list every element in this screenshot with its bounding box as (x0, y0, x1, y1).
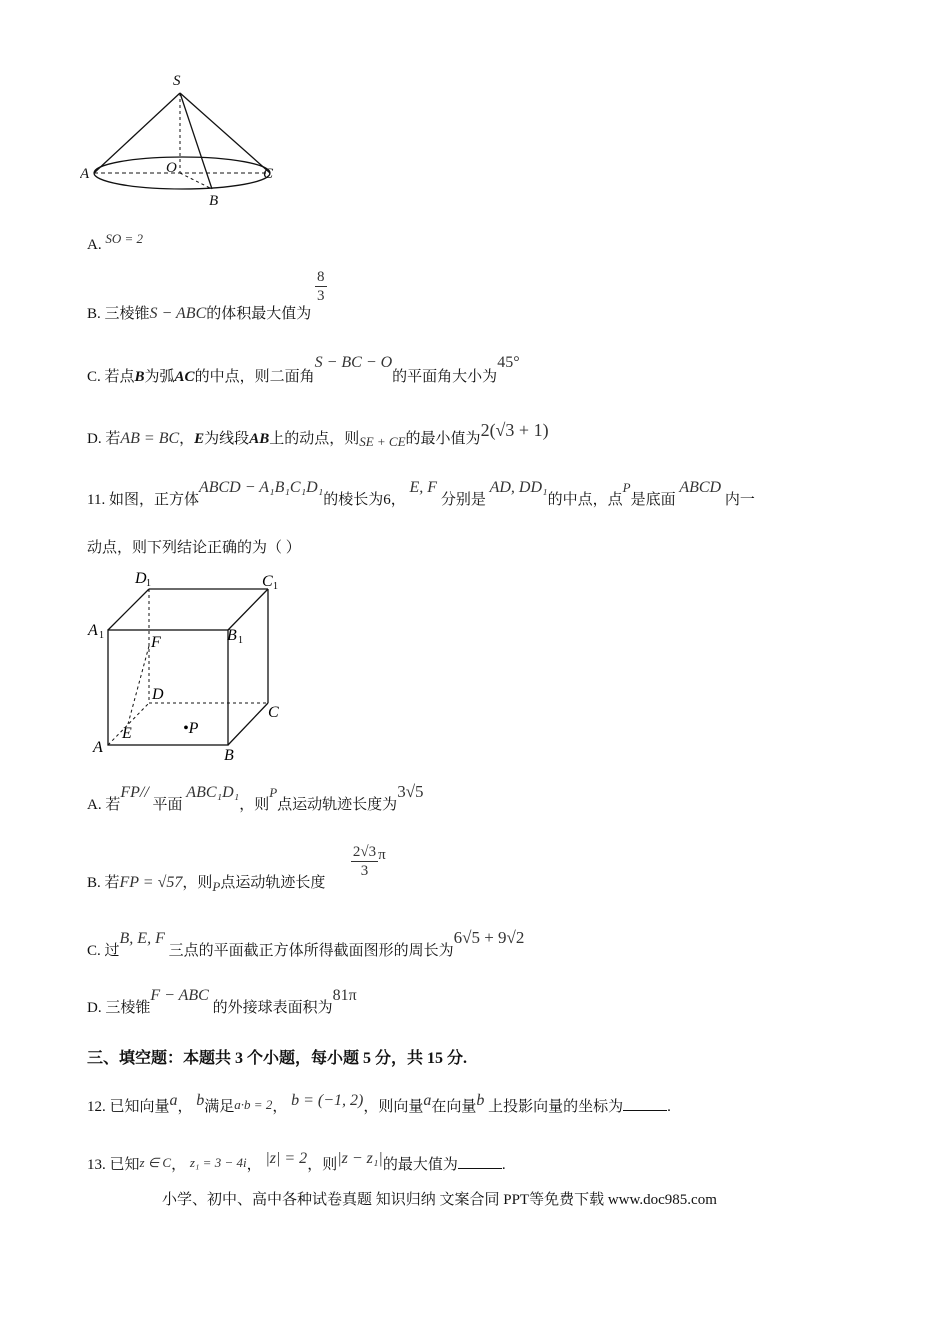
q11-cube-name: ABCD − A₁B₁C₁D₁ (198, 479, 324, 496)
q11-b-p: P (212, 878, 221, 894)
q10-c-math: S − BC − O (314, 354, 393, 371)
q13-t1: ，则 (307, 1157, 338, 1173)
q12-b2: b (476, 1092, 485, 1109)
q11-mid: 的棱长为6， (323, 492, 406, 508)
cube-label-b1: B (227, 627, 237, 644)
cube-label-b1-sub: 1 (238, 635, 243, 646)
cone-label-b: B (209, 193, 219, 209)
q10-option-a (87, 231, 144, 255)
q11-b-t1: ，则 (182, 874, 213, 891)
cube-label-a1: A (88, 622, 98, 639)
q11-edges: AD, DD₁ (489, 479, 548, 496)
cube-label-d1: D (135, 570, 147, 587)
q10-c-t1: 为弧 (144, 369, 175, 385)
q11-option-a (87, 782, 424, 813)
q13-m4: |z − z₁| (337, 1150, 383, 1167)
q10-c-label: C. 若点 (87, 369, 135, 385)
cube-label-a: A (93, 739, 103, 756)
q10-c-b: B (134, 369, 145, 385)
q12-pre: 12. 已知向量 (87, 1099, 170, 1115)
q12-b: b (196, 1092, 205, 1109)
q11-c-label: C. 过 (87, 943, 120, 959)
q10-b-frac-den: 3 (317, 288, 325, 304)
q13-answer-blank[interactable] (458, 1154, 502, 1169)
q11-c-m1: B, E, F (119, 930, 165, 947)
q13-t2: 的最大值为 (382, 1157, 458, 1173)
q12-question (87, 1090, 671, 1115)
cube-label-c1: C (262, 573, 273, 590)
q10-c-val: 45° (497, 354, 520, 371)
q11-p: P (622, 480, 631, 495)
q11-option-b (87, 843, 386, 894)
q11-a-t3: 点运动轨迹长度为 (277, 797, 398, 813)
q11-option-c (87, 928, 525, 959)
q11-a-val: 3√5 (397, 782, 424, 801)
cone-figure (80, 65, 290, 210)
cube-label-c: C (268, 704, 279, 721)
cube-label-f: F (151, 634, 161, 651)
q11-c-val: 6√5 + 9√2 (453, 928, 525, 947)
q11-a-label: A. 若 (87, 797, 121, 813)
q13-pre: 13. 已知 (87, 1157, 140, 1173)
q11-b-pi: π (378, 846, 386, 863)
q10-d-val: 2(√3 + 1) (480, 420, 549, 440)
section3-heading: 三、填空题：本题共 3 个小题，每小题 5 分，共 15 分. (87, 1050, 468, 1067)
q13-m1: z ∈ C (139, 1155, 172, 1170)
q13-sep2: ， (246, 1157, 262, 1173)
q10-b-label: B. 三棱锥 (87, 305, 150, 322)
q11-b-fraction (351, 843, 378, 880)
q11-a-m1: FP// (120, 784, 149, 801)
q10-d-t3: 上的动点，则 (269, 431, 360, 447)
q11-base: ABCD (679, 479, 722, 496)
q11-pre: 11. 如图，正方体 (87, 492, 199, 508)
cube-label-e: E (122, 725, 132, 742)
q10-b-fraction (315, 268, 327, 305)
q11-mid2: 分别是 (440, 492, 486, 508)
q10-d-e: E (194, 431, 205, 447)
q10-d-math1: AB = BC (120, 430, 180, 447)
q12-bval: b = (−1, 2) (291, 1092, 364, 1109)
q10-d-t4: 的最小值为 (405, 431, 481, 447)
cone-label-c: C (263, 166, 274, 182)
q11-b-m1: FP = √57 (119, 873, 183, 891)
q11-a-m2: ABC₁D₁ (186, 784, 240, 801)
q10-b-math: S − ABC (149, 304, 207, 322)
q11-d-label: D. 三棱锥 (87, 1000, 151, 1016)
q13-question (87, 1148, 506, 1173)
q10-option-d (87, 420, 549, 449)
q11-mid4: 是底面 (630, 492, 676, 508)
cube-figure (85, 565, 300, 770)
q11-option-d (87, 986, 357, 1016)
page-footer: 小学、初中、高中各种试卷真题 知识归纳 文案合同 PPT等免费下载 www.doc985.com (162, 1192, 717, 1208)
q13-m2: z₁ = 3 − 4i (189, 1155, 247, 1170)
q11-mid3: 的中点，点 (547, 492, 623, 508)
cube-label-a1-sub: 1 (99, 630, 104, 641)
q12-t4: 上投影向量的坐标为 (488, 1099, 624, 1115)
cone-label-a: A (80, 166, 90, 182)
q13-sep1: ， (171, 1157, 187, 1173)
q11-d-t1: 的外接球表面积为 (212, 1000, 333, 1016)
q11-stem-line1 (87, 478, 755, 508)
q11-d-val: 81π (332, 987, 357, 1004)
q12-end: . (667, 1099, 671, 1115)
q13-m3: |z| = 2 (265, 1150, 308, 1167)
q10-c-ac: AC (174, 369, 195, 385)
q10-d-label: D. 若 (87, 431, 121, 447)
q13-end: . (501, 1157, 506, 1173)
q12-sep1: ， (177, 1099, 193, 1115)
q12-t3: 在向量 (431, 1099, 477, 1115)
q12-a2: a (423, 1092, 432, 1109)
q10-d-t2: 为线段 (204, 431, 250, 447)
q10-b-text: 的体积最大值为 (206, 305, 312, 322)
q11-c-t1: 三点的平面截正方体所得截面图形的周长为 (168, 943, 454, 959)
cube-label-p: •P (183, 720, 199, 737)
q11-b-frac-num: 2√3 (352, 844, 377, 860)
cube-label-d: D (152, 686, 164, 703)
q10-a-label: A. (87, 237, 102, 253)
q10-b-frac-num: 8 (317, 269, 325, 285)
cube-label-b: B (224, 747, 234, 764)
q12-answer-blank[interactable] (623, 1096, 667, 1111)
cube-label-d1-sub: 1 (146, 578, 151, 589)
q11-a-p: P (269, 785, 278, 800)
q11-b-label: B. 若 (87, 874, 120, 891)
q12-t2: ，则向量 (363, 1099, 424, 1115)
q10-c-t3: 的平面角大小为 (392, 369, 498, 385)
q12-sep2: ， (272, 1099, 288, 1115)
q10-d-math2: SE + CE (359, 434, 406, 449)
q10-option-c (87, 353, 520, 385)
q11-b-frac-den: 3 (360, 863, 369, 879)
q11-a-t1: 平面 (152, 797, 183, 813)
q11-a-t2: ，则 (239, 797, 270, 813)
q11-stem-line2: 动点，则下列结论正确的为（ ） (87, 540, 301, 556)
q10-d-t1: ， (179, 431, 195, 447)
q10-d-ab: AB (249, 431, 270, 447)
q11-end: 内一 (724, 492, 755, 508)
q12-t1: 满足 (204, 1099, 235, 1115)
q10-c-t2: 的中点，则二面角 (194, 369, 315, 385)
q12-dot: a·b = 2 (234, 1097, 273, 1112)
cone-label-s: S (173, 73, 181, 89)
q11-d-m1: F − ABC (150, 987, 209, 1004)
q11-b-t2: 点运动轨迹长度 (220, 874, 326, 891)
cone-label-o: O (166, 160, 177, 176)
q10-a-math: SO = 2 (105, 231, 144, 246)
q11-ef: E, F (409, 479, 438, 496)
cube-label-c1-sub: 1 (273, 581, 278, 592)
q12-a: a (169, 1092, 178, 1109)
q10-option-b (87, 268, 327, 322)
